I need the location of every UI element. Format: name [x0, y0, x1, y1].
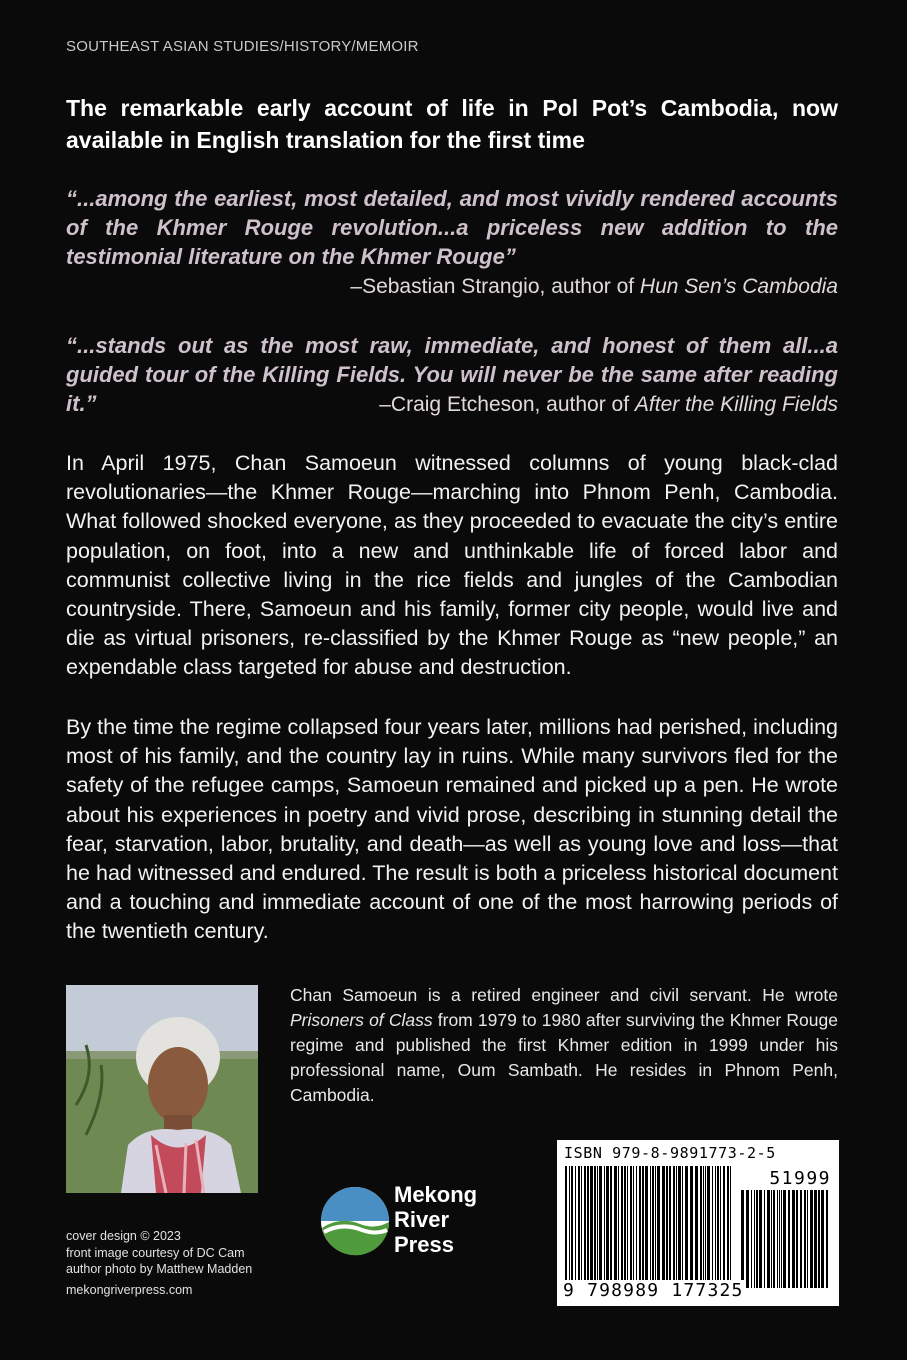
barcode-bar: [606, 1166, 609, 1288]
barcode-bar: [627, 1166, 628, 1288]
barcode-bar: [746, 1190, 749, 1288]
barcode-bar: [756, 1190, 758, 1288]
publisher-logo: [320, 1182, 500, 1262]
barcode-bar: [707, 1166, 710, 1288]
price-code: 51999: [769, 1168, 831, 1189]
barcode-bar: [633, 1166, 634, 1288]
barcode-bar: [594, 1166, 596, 1288]
barcode-bar: [621, 1166, 623, 1288]
publisher-name-line-3: Press: [394, 1232, 454, 1257]
barcode-bar: [685, 1166, 688, 1288]
barcode-bar: [814, 1190, 817, 1288]
barcode-bar: [650, 1166, 651, 1288]
barcode-bar: [630, 1166, 632, 1288]
author-bio: [290, 983, 838, 1108]
barcode-bar: [575, 1166, 576, 1288]
bio-part-2: from 1979 to 1980 after surviving the Khmer Rouge regime and published the first Khmer edition in 1999 under his professional name, Oum Sambath. He resides in Phnom Penh, Cambodia.: [290, 1010, 838, 1105]
body-paragraph-1: In April 1975, Chan Samoeun witnessed columns of young black-clad revolutionaries—the Khmer Rouge—marching into Phnom Penh, Cambodia. What followed shocked everyone, as they proceeded to evacuate the city’s entire population, on foot, into a new and unthinkable life of forced labor and communist collective living in the rice fields and jungles of the Cambodian countryside. There, Samoeun and his family, former city people, would live and die as virtual prisoners, re-classified by the Khmer Rouge as “new people,” an expendable class targeted for abuse and destruction.: [66, 451, 838, 680]
bio-part-1: Chan Samoeun is a retired engineer and civil servant. He wrote: [290, 985, 838, 1005]
barcode-bar: [624, 1166, 626, 1288]
credits: [66, 1228, 252, 1298]
barcode-bar: [767, 1190, 770, 1288]
barcode-bar: [565, 1166, 567, 1288]
credit-cover-design: cover design © 2023: [66, 1229, 181, 1243]
barcode-bar: [783, 1190, 786, 1288]
barcode-bar: [727, 1166, 729, 1288]
barcode-bar: [796, 1190, 798, 1288]
attribution-title: Hun Sen’s Cambodia: [639, 275, 838, 298]
barcode-bar: [645, 1166, 648, 1288]
barcode-bar: [821, 1190, 824, 1288]
barcode-bar: [655, 1166, 656, 1288]
barcode-bar: [652, 1166, 654, 1288]
barcode-bar: [800, 1190, 802, 1288]
isbn-barcode: [557, 1140, 839, 1306]
category-label: SOUTHEAST ASIAN STUDIES/HISTORY/MEMOIR: [66, 38, 419, 55]
barcode-bar: [741, 1190, 744, 1288]
ean-number: 9 798989 177325: [563, 1280, 744, 1301]
price-barcode-bars: [739, 1190, 831, 1288]
headline: The remarkable early account of life in Pol Pot’s Cambodia, now available in English translation for the first time: [66, 95, 838, 153]
barcode-bar: [666, 1166, 668, 1288]
barcode-bar: [662, 1166, 665, 1288]
barcode-bar: [657, 1166, 660, 1288]
barcode-bar: [781, 1190, 782, 1288]
barcode-bar: [818, 1190, 820, 1288]
barcode-bar: [597, 1166, 598, 1288]
credit-front-image: front image courtesy of DC Cam: [66, 1245, 245, 1260]
barcode-bar: [764, 1190, 765, 1288]
barcode-bar: [723, 1166, 725, 1288]
quote-2-attribution: [379, 390, 838, 419]
barcode-bar: [581, 1166, 582, 1288]
barcode-bar: [614, 1166, 617, 1288]
barcode-bar: [690, 1166, 693, 1288]
author-photo: [66, 985, 258, 1193]
barcode-bar: [642, 1166, 644, 1288]
barcode-bar: [571, 1166, 573, 1288]
isbn-label: ISBN 979-8-9891773-2-5: [564, 1144, 776, 1162]
credit-author-photo: author photo by Matthew Madden: [66, 1262, 253, 1276]
quote-1-attribution: [350, 272, 838, 301]
publisher-name: [394, 1182, 477, 1257]
barcode-bar: [771, 1190, 772, 1288]
barcode-bar: [610, 1166, 612, 1288]
bio-book-title: Prisoners of Class: [290, 1010, 433, 1030]
barcode-bar: [792, 1190, 795, 1288]
publisher-name-line-2: River: [394, 1207, 450, 1232]
barcode-bar: [720, 1166, 721, 1288]
barcode-bar: [810, 1190, 813, 1288]
barcode-bar: [695, 1166, 698, 1288]
barcode-bar: [639, 1166, 641, 1288]
barcode-bar: [804, 1190, 806, 1288]
barcode-bar: [584, 1166, 586, 1288]
barcode-bar: [715, 1166, 716, 1288]
barcode-bar: [712, 1166, 713, 1288]
barcode-bar: [807, 1190, 808, 1288]
barcode-bar: [678, 1166, 681, 1288]
barcode-bar: [682, 1166, 683, 1288]
barcode-bar: [779, 1190, 780, 1288]
quote-1: “...among the earliest, most detailed, and most vividly rendered accounts of the Khmer Rouge revolution...a priceless new addition to the testimonial literature on the Khmer Rouge”: [66, 186, 838, 269]
barcode-bar: [636, 1166, 637, 1288]
author-photo-illustration: [66, 985, 258, 1193]
barcode-bar: [590, 1166, 593, 1288]
barcode-bar: [717, 1166, 719, 1288]
barcode-bar: [773, 1190, 775, 1288]
body-paragraph-2: By the time the regime collapsed four years later, millions had perished, including most of his family, and the country lay in ruins. While many survivors fled for the safety of the refugee camps, Samoeun remained and picked up a pen. He wrote about his experiences in poetry and vivid prose, describing in stunning detail the fear, starvation, labor, brutality, and death—as well as young love and loss—that he had witnessed and endured. The result is both a priceless historical document and a touching and immediate account of one of the most harrowing periods of the twentieth century.: [66, 715, 838, 944]
barcode-bar: [618, 1166, 619, 1288]
barcode-bar: [578, 1166, 580, 1288]
website-link[interactable]: mekongriverpress.com: [66, 1282, 193, 1297]
river-logo-icon: [320, 1186, 390, 1256]
barcode-bar: [826, 1190, 828, 1288]
barcode-bar: [730, 1166, 731, 1288]
barcode-bar: [669, 1166, 671, 1288]
barcode-bar: [676, 1166, 677, 1288]
barcode-bar: [604, 1166, 605, 1288]
barcode-bar: [569, 1166, 570, 1288]
barcode-bar: [700, 1166, 702, 1288]
barcode-bar: [703, 1166, 704, 1288]
attribution-prefix: –Sebastian Strangio, author of: [350, 275, 640, 298]
barcode-bar: [759, 1190, 762, 1288]
publisher-name-line-1: Mekong: [394, 1182, 478, 1207]
barcode-bar: [788, 1190, 790, 1288]
barcode-bar: [599, 1166, 602, 1288]
attribution-prefix: –Craig Etcheson, author of: [379, 393, 635, 416]
barcode-bars: [563, 1166, 733, 1288]
quote-2: “...stands out as the most raw, immediate, and honest of them all...a guided tour of the Killing Fields. You will never be the same after reading it.”: [66, 333, 838, 416]
attribution-title: After the Killing Fields: [634, 393, 838, 416]
barcode-bar: [754, 1190, 755, 1288]
barcode-bar: [777, 1190, 778, 1288]
barcode-bar: [705, 1166, 706, 1288]
barcode-bar: [673, 1166, 675, 1288]
barcode-bar: [587, 1166, 589, 1288]
barcode-bar: [751, 1190, 752, 1288]
